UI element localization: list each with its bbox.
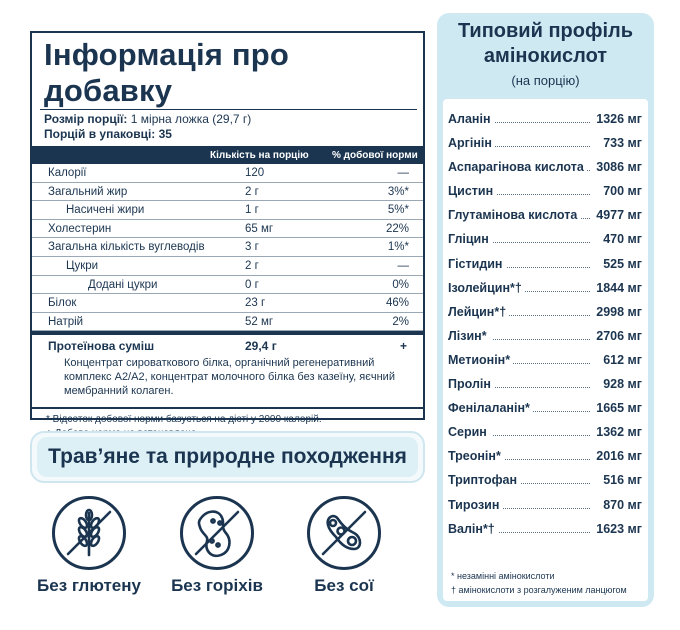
amino-row: [443, 227, 648, 251]
leader-dots: [493, 508, 590, 509]
blend-name: Протеїнова суміш: [48, 339, 155, 354]
soy-free-badge: [307, 496, 381, 570]
leader-dots: [493, 242, 590, 243]
amino-row: [443, 493, 648, 517]
amino-row: [443, 348, 648, 372]
nutrient-daily-value: —: [397, 167, 409, 179]
facts-row: [32, 294, 423, 313]
nutrient-amount: 23 г: [245, 297, 266, 310]
nutrient-daily-value: 3%*: [387, 185, 409, 198]
nutrient-daily-value: 0%: [392, 278, 409, 291]
amino-value: 1623 мг: [593, 517, 642, 541]
peanut-crossed-icon: [183, 499, 251, 567]
amino-value: 2998 мг: [593, 300, 642, 324]
nutrient-name: Білок: [48, 297, 77, 310]
amino-note-bcaa: † амінокислоти з розгалуженим ланцюгом: [451, 585, 627, 595]
amino-name: Тирозин: [448, 493, 502, 517]
amino-acid-panel: [437, 13, 654, 607]
servings-value: 35: [158, 127, 172, 141]
amino-value: 2706 мг: [593, 324, 642, 348]
amino-name: Фенілаланін*: [448, 396, 533, 420]
amino-value: 525 мг: [600, 252, 642, 276]
footnote-daily-value: * Відсоток добової норми базується на дієті у 2000 калорій.: [46, 414, 322, 426]
facts-title: Інформація про добавку: [44, 37, 290, 108]
nutrient-amount: 2 г: [245, 259, 259, 272]
amino-value: 612 мг: [600, 348, 642, 372]
amino-name: Гліцин: [448, 227, 492, 251]
facts-row: [32, 257, 423, 276]
nutrient-amount: 2 г: [245, 185, 259, 198]
facts-table: [32, 164, 423, 331]
nutrient-name: Насичені жири: [66, 204, 145, 217]
serving-size-value: 1 мірна ложка (29,7 г): [130, 112, 252, 126]
supplement-facts-panel: [30, 31, 425, 426]
amino-name: Лейцин*†: [448, 300, 509, 324]
amino-name: Лізин*: [448, 324, 490, 348]
amino-row: [443, 276, 648, 300]
amino-name: Гістидин: [448, 252, 506, 276]
amino-row: [443, 444, 648, 468]
leader-dots: [493, 122, 590, 123]
nutrient-amount: 3 г: [245, 241, 259, 254]
amino-name: Аспарагінова кислота: [448, 155, 587, 179]
amino-value: 3086 мг: [593, 155, 642, 179]
amino-value: 2016 мг: [593, 444, 642, 468]
amino-value: 1362 мг: [593, 420, 642, 444]
facts-row: [32, 238, 423, 257]
facts-row: [32, 220, 423, 239]
servings-label: Порцій в упаковці:: [44, 127, 156, 141]
soy-crossed-icon: [310, 499, 378, 567]
amino-value: 516 мг: [600, 468, 642, 492]
leader-dots: [493, 194, 590, 195]
leader-dots: [493, 459, 590, 460]
nut-free-label: Без горіхів: [171, 576, 263, 595]
amino-row: [443, 396, 648, 420]
amino-name: Пролін: [448, 372, 494, 396]
facts-row: [32, 313, 423, 332]
blend-description: Концентрат сироваткового білка, органічний регенеративний комплекс A2/A2, концентрат молочного білка без казеїну, яєчний мембранний колаген.: [64, 357, 395, 398]
amino-value: 700 мг: [600, 179, 642, 203]
amino-value: 1326 мг: [593, 107, 642, 131]
nutrient-name: Загальний жир: [48, 185, 128, 198]
gluten-free-badge: [52, 496, 126, 570]
nutrient-amount: 52 мг: [245, 315, 274, 328]
header-amount: Кількість на порцію: [210, 150, 309, 161]
soy-free-label: Без сої: [314, 576, 374, 595]
amino-value: 870 мг: [600, 493, 642, 517]
amino-row: [443, 203, 648, 227]
blend-daily-value: +: [399, 339, 407, 354]
leader-dots: [493, 532, 590, 533]
amino-name: Валін*†: [448, 517, 498, 541]
amino-row: [443, 420, 648, 444]
leader-dots: [493, 267, 590, 268]
leader-dots: [493, 339, 590, 340]
origin-banner-text: Трав’яне та природне походження: [37, 437, 418, 477]
amino-title-line2: амінокислот: [483, 45, 608, 67]
amino-value: 928 мг: [600, 372, 642, 396]
servings-per-container: [44, 127, 415, 142]
nutrient-amount: 0 г: [245, 278, 259, 291]
leader-dots: [493, 435, 590, 436]
amino-row: [443, 468, 648, 492]
facts-table-header: [32, 146, 423, 164]
leader-dots: [493, 146, 590, 147]
nutrient-daily-value: 1%*: [387, 241, 409, 254]
nutrient-amount: 1 г: [245, 204, 259, 217]
nutrient-daily-value: 46%: [385, 297, 409, 310]
amino-value: 1665 мг: [593, 396, 642, 420]
amino-name: Триптофан: [448, 468, 520, 492]
amino-row: [443, 300, 648, 324]
amino-name: Аргінін: [448, 131, 495, 155]
facts-row: [32, 201, 423, 220]
nutrient-daily-value: —: [397, 259, 409, 272]
amino-value: 733 мг: [600, 131, 642, 155]
amino-name: Цистин: [448, 179, 496, 203]
amino-name: Серин: [448, 420, 490, 444]
amino-name: Глутамінова кислота: [448, 203, 580, 227]
amino-note-essential: * незамінні амінокислоти: [451, 571, 555, 581]
nutrient-amount: 120: [245, 167, 265, 179]
nutrient-name: Загальна кількість вуглеводів: [48, 241, 205, 254]
nutrient-daily-value: 22%: [385, 222, 409, 235]
header-daily-value: % добової норми: [332, 150, 418, 161]
serving-size-label: Розмір порції:: [44, 112, 128, 126]
facts-row: [32, 276, 423, 295]
nutrient-name: Натрій: [48, 315, 84, 328]
amino-subtitle: (на порцію): [511, 73, 580, 88]
amino-row: [443, 107, 648, 131]
amino-row: [443, 324, 648, 348]
facts-row: [32, 183, 423, 202]
amino-row: [443, 517, 648, 541]
nut-free-badge: [180, 496, 254, 570]
nutrient-daily-value: 2%: [392, 315, 409, 328]
amino-row: [443, 179, 648, 203]
amino-row: [443, 155, 648, 179]
amino-name: Ізолейцин*†: [448, 276, 525, 300]
amino-value: 1844 мг: [593, 276, 642, 300]
facts-row: [32, 164, 423, 183]
amino-name: Метионін*: [448, 348, 513, 372]
protein-blend: [32, 335, 423, 407]
blend-amount: 29,4 г: [245, 339, 277, 354]
amino-notes: [451, 569, 627, 597]
amino-value: 4977 мг: [593, 203, 642, 227]
title-divider: [40, 109, 417, 110]
gluten-free-label: Без глютену: [37, 576, 141, 595]
amino-name: Аланін: [448, 107, 494, 131]
amino-title-line1: Типовий профіль: [457, 20, 634, 42]
amino-row: [443, 252, 648, 276]
leader-dots: [493, 387, 590, 388]
nutrient-daily-value: 5%*: [387, 204, 409, 217]
amino-name: Треонін*: [448, 444, 504, 468]
nutrient-name: Додані цукри: [88, 278, 158, 291]
amino-value: 470 мг: [600, 227, 642, 251]
amino-header: [437, 19, 654, 88]
origin-banner: [30, 431, 425, 483]
amino-row: [443, 372, 648, 396]
nutrient-amount: 65 мг: [245, 222, 274, 235]
nutrient-name: Холестерин: [48, 222, 112, 235]
amino-list: [443, 107, 648, 541]
nutrient-name: Цукри: [66, 259, 99, 272]
wheat-crossed-icon: [55, 499, 123, 567]
amino-list-card: [443, 99, 648, 601]
amino-row: [443, 131, 648, 155]
nutrient-name: Калорії: [48, 167, 87, 179]
serving-size: [44, 112, 415, 127]
